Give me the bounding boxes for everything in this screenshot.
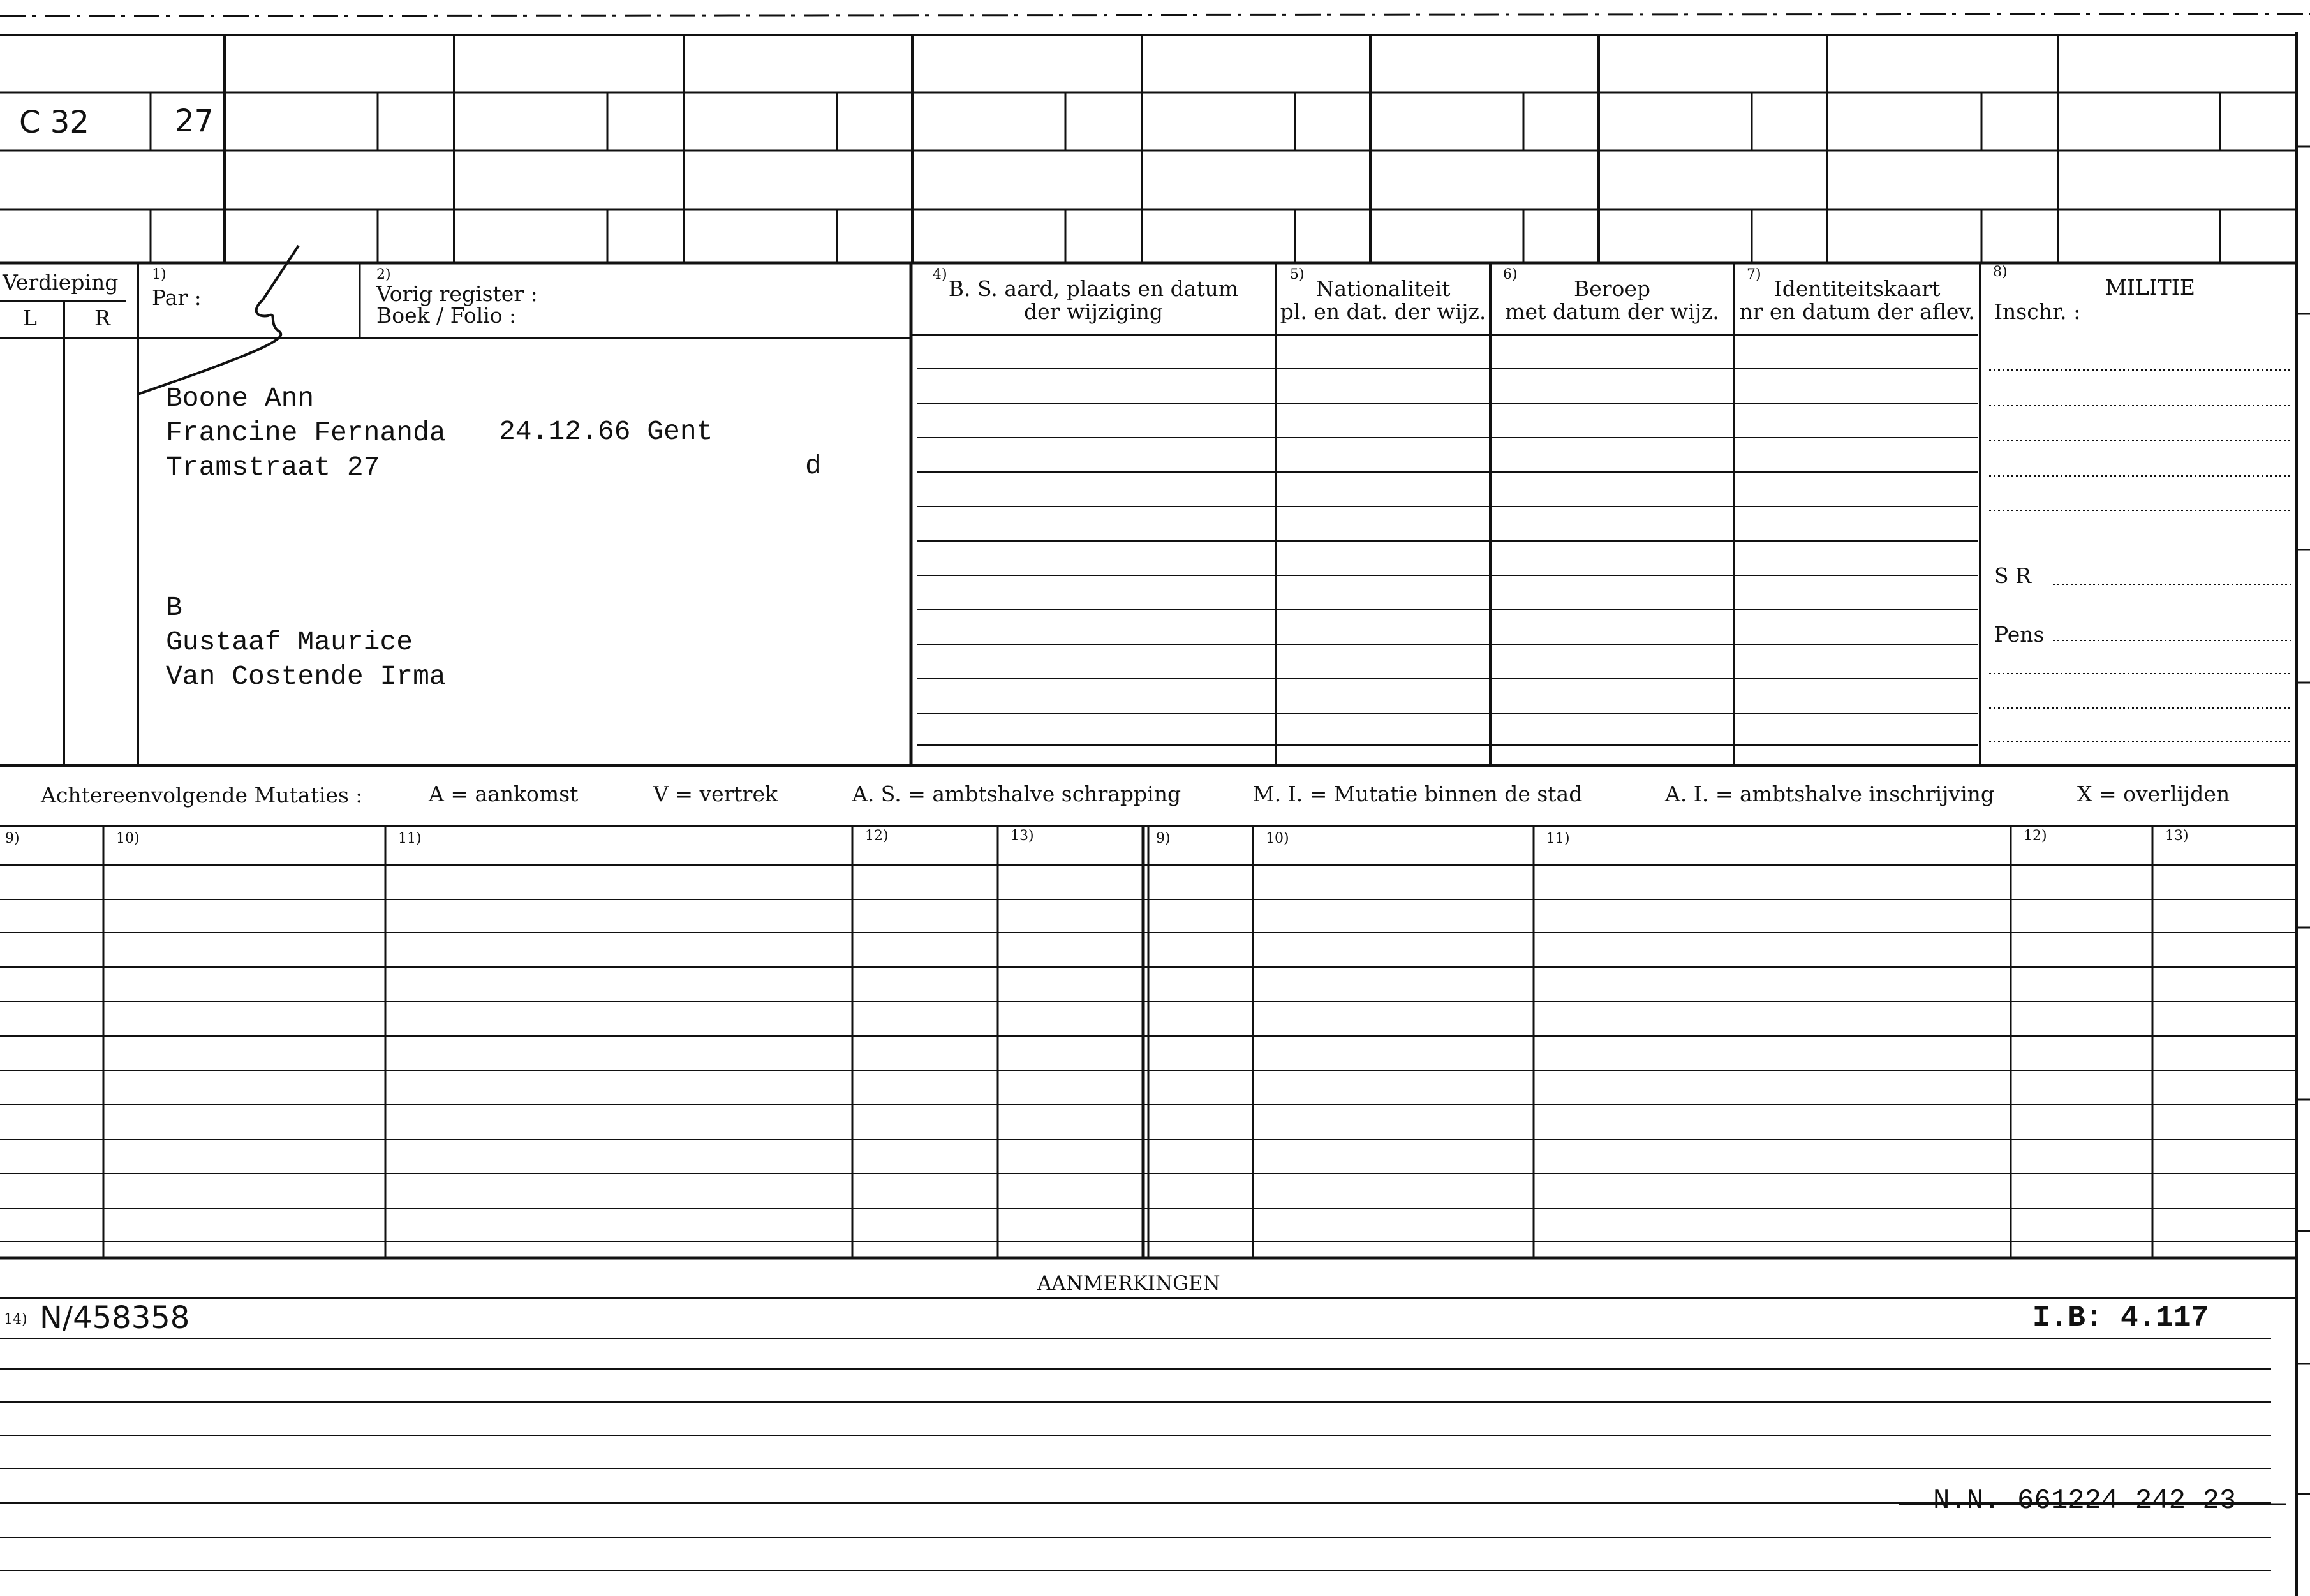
col-13-right: 13) — [2165, 828, 2189, 844]
militie-label: MILITIE — [2105, 275, 2195, 300]
beroep-header-line1: Beroep — [1573, 276, 1651, 301]
col-l-label: L — [23, 306, 37, 330]
legend-mutatie-stad: M. I. = Mutatie binnen de stad — [1253, 781, 1583, 806]
sr-label: S R — [1994, 563, 2031, 588]
bs-header-line2: der wijziging — [1024, 299, 1163, 324]
col-11-right: 11) — [1546, 831, 1570, 846]
nat-header-line2: pl. en dat. der wijz. — [1280, 299, 1486, 324]
aanmerkingen-title: AANMERKINGEN — [1037, 1272, 1220, 1295]
beroep-header-line2: met datum der wijz. — [1505, 299, 1719, 324]
person-mark: d — [805, 450, 822, 482]
note-5: 5) — [1290, 267, 1305, 283]
id-header-line1: Identiteitskaart — [1773, 276, 1941, 301]
note-2: 2) — [376, 267, 391, 283]
vorig-register-label: Vorig register : — [376, 281, 538, 306]
col-13-left: 13) — [1011, 828, 1034, 844]
col-11-left: 11) — [398, 831, 422, 846]
father-name: Gustaaf Maurice — [166, 626, 413, 658]
note-4: 4) — [933, 267, 947, 283]
note-14: 14) — [4, 1312, 27, 1327]
col-10-left: 10) — [116, 831, 140, 846]
col-9-right: 9) — [1156, 831, 1171, 846]
person-address: Tramstraat 27 — [166, 452, 380, 483]
verdieping-label: Verdieping — [3, 270, 119, 295]
mother-name: Van Costende Irma — [166, 661, 446, 692]
person-birth: 24.12.66 Gent — [499, 416, 713, 447]
note-8: 8) — [1993, 264, 2008, 280]
par-label: Par : — [152, 285, 202, 310]
nat-header-line1: Nationaliteit — [1315, 276, 1451, 301]
legend-schrapping: A. S. = ambtshalve schrapping — [852, 781, 1181, 806]
legend-inschrijving: A. I. = ambtshalve inschrijving — [1665, 781, 1995, 806]
legend-aankomst: A = aankomst — [429, 781, 579, 806]
col-12-right: 12) — [2024, 828, 2047, 844]
col-9-left: 9) — [5, 831, 20, 846]
top-cell-code: C 32 — [19, 105, 89, 140]
inschr-label: Inschr. : — [1994, 299, 2081, 324]
parent-initial: B — [166, 592, 182, 623]
col-r-label: R — [94, 306, 110, 330]
reference-number: N/458358 — [40, 1300, 190, 1336]
note-6: 6) — [1503, 267, 1518, 283]
col-12-left: 12) — [865, 828, 889, 844]
note-7: 7) — [1747, 267, 1761, 283]
boek-folio-label: Boek / Folio : — [376, 303, 517, 328]
legend-vertrek: V = vertrek — [653, 781, 778, 806]
col-10-right: 10) — [1266, 831, 1289, 846]
pens-label: Pens — [1994, 622, 2045, 647]
person-name: Boone Ann — [166, 383, 315, 414]
ib-number: I.B: 4.117 — [2032, 1301, 2209, 1334]
legend-overlijden: X = overlijden — [2077, 781, 2230, 806]
top-cell-number: 27 — [175, 103, 214, 139]
mutaties-title: Achtereenvolgende Mutaties : — [41, 783, 363, 808]
person-given-names: Francine Fernanda — [166, 417, 446, 448]
id-header-line2: nr en datum der aflev. — [1739, 299, 1975, 324]
note-1: 1) — [152, 267, 167, 283]
national-number: N.N. 661224 242 23 — [1933, 1485, 2237, 1517]
bs-header-line1: B. S. aard, plaats en datum — [948, 276, 1239, 301]
